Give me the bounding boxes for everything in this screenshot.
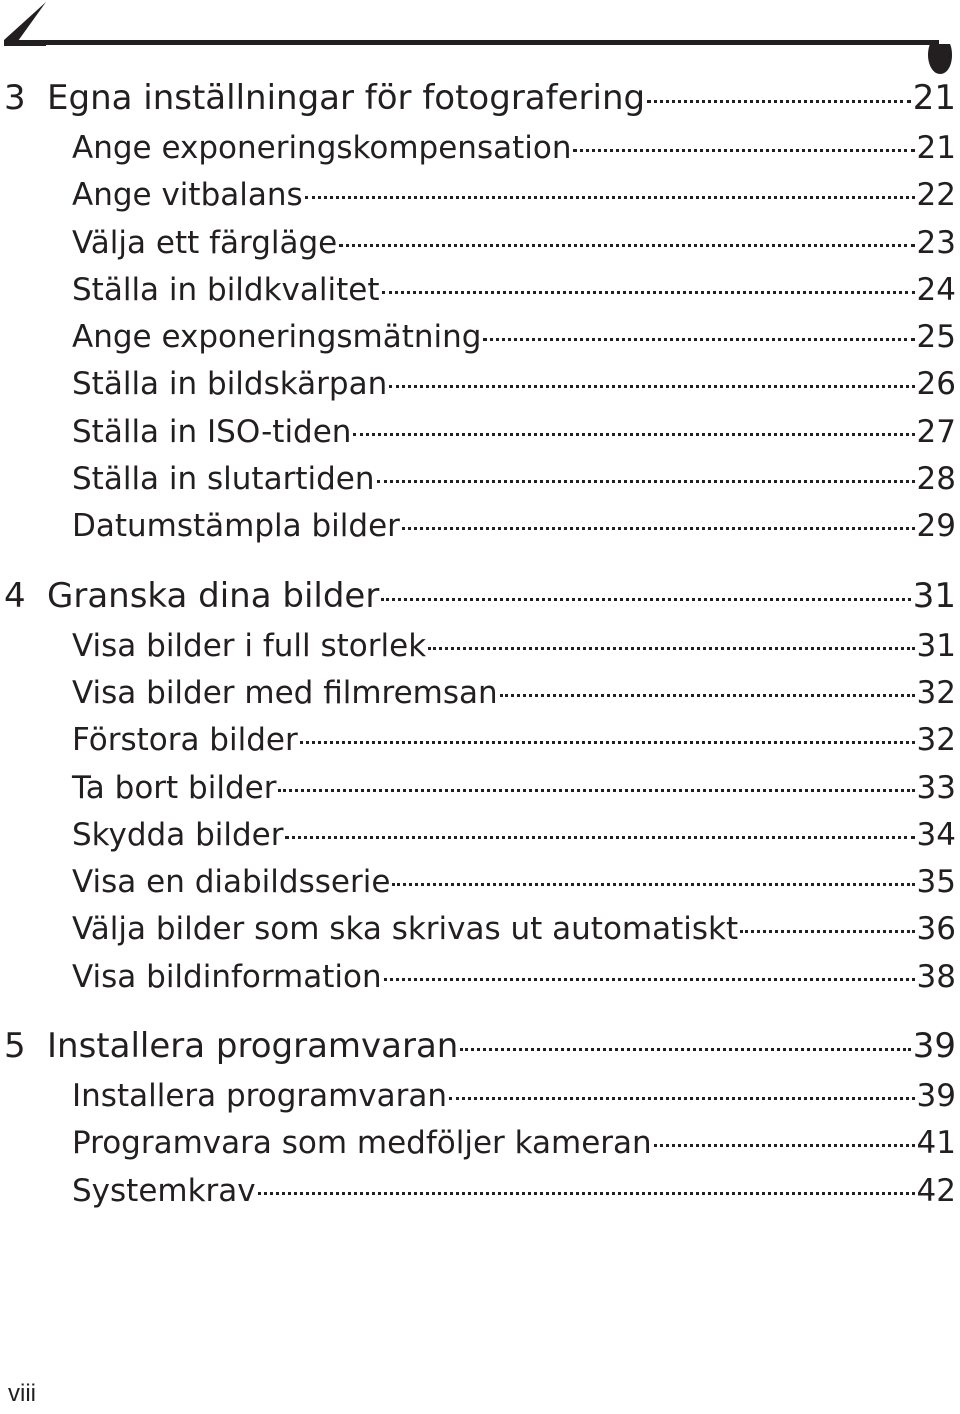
toc-chapter-entry[interactable]	[0, 1026, 960, 1078]
section-title: Visa en diabildsserie	[72, 864, 391, 901]
toc-section-entry[interactable]	[0, 1173, 960, 1220]
section-page-number: 38	[916, 958, 956, 995]
chapter-number: 4	[4, 575, 26, 616]
header-rule	[0, 0, 960, 80]
section-title: Programvara som medföljer kameran	[72, 1125, 652, 1162]
section-title: Ange exponeringsmätning	[72, 319, 482, 356]
toc-section-entry[interactable]	[0, 1125, 960, 1172]
section-title: Ange vitbalans	[72, 177, 303, 214]
dot-leader	[258, 1192, 915, 1195]
dot-leader	[500, 694, 915, 697]
section-title: Skydda bilder	[72, 816, 284, 853]
dot-leader	[647, 100, 911, 103]
chapter-title: Installera programvaran	[47, 1026, 459, 1067]
section-page-number: 25	[916, 319, 956, 356]
section-page-number: 24	[916, 271, 956, 308]
dot-leader	[300, 741, 915, 744]
section-title: Ställa in slutartiden	[72, 461, 375, 498]
section-page-number: 42	[916, 1172, 956, 1209]
toc-section-entry[interactable]	[0, 770, 960, 817]
section-page-number: 32	[916, 674, 956, 711]
toc-section-entry[interactable]	[0, 1078, 960, 1125]
section-title: Ange exponeringskompensation	[72, 130, 572, 166]
dot-leader	[428, 647, 914, 650]
chapter-page-number: 21	[912, 78, 956, 118]
section-title: Installera programvaran	[72, 1078, 448, 1115]
dot-leader	[460, 1048, 910, 1051]
toc-chapter-entry[interactable]	[0, 78, 960, 130]
toc-section-entry[interactable]	[0, 319, 960, 366]
toc-section-entry[interactable]	[0, 628, 960, 675]
toc-section-entry[interactable]	[0, 911, 960, 958]
dot-leader	[402, 527, 915, 530]
chapter-page-number: 31	[912, 575, 956, 616]
dot-leader	[305, 196, 915, 199]
dot-leader	[740, 930, 914, 933]
section-title: Visa bildinformation	[72, 958, 382, 995]
chapter-number: 3	[4, 78, 26, 118]
toc-section-entry[interactable]	[0, 461, 960, 508]
section-page-number: 33	[916, 769, 956, 806]
section-title: Välja bilder som ska skrivas ut automatiskt	[72, 911, 739, 948]
toc-section-entry[interactable]	[0, 272, 960, 319]
section-title: Datumstämpla bilder	[72, 508, 400, 545]
section-page-number: 41	[916, 1125, 956, 1162]
section-page-number: 23	[916, 224, 956, 261]
header-end-drop	[928, 44, 952, 74]
toc-section-entry[interactable]	[0, 225, 960, 272]
toc-section-entry[interactable]	[0, 817, 960, 864]
toc-chapter	[0, 1026, 960, 1220]
page-number: viii	[8, 1380, 36, 1407]
section-title: Systemkrav	[72, 1172, 256, 1209]
dot-leader	[654, 1144, 915, 1147]
toc-chapter-entry[interactable]	[0, 576, 960, 628]
toc-section-entry[interactable]	[0, 366, 960, 413]
chapter-title: Granska dina bilder	[47, 575, 380, 616]
section-page-number: 32	[916, 722, 956, 759]
section-page-number: 22	[916, 177, 956, 214]
section-page-number: 29	[916, 508, 956, 545]
section-page-number: 34	[916, 816, 956, 853]
chapter-number: 5	[4, 1026, 26, 1067]
corner-flourish	[4, 2, 46, 46]
header-line	[4, 40, 939, 45]
dot-leader	[285, 836, 914, 839]
section-page-number: 35	[916, 864, 956, 901]
toc-section-entry[interactable]	[0, 675, 960, 722]
section-title: Välja ett färgläge	[72, 224, 338, 261]
section-page-number: 36	[916, 911, 956, 948]
section-title: Ta bort bilder	[72, 769, 277, 806]
section-page-number: 28	[916, 461, 956, 498]
dot-leader	[353, 433, 914, 436]
dot-leader	[382, 291, 915, 294]
toc-chapter	[0, 576, 960, 1006]
dot-leader	[483, 338, 914, 341]
section-title: Ställa in bildkvalitet	[72, 271, 380, 308]
dot-leader	[377, 480, 915, 483]
toc-section-entry[interactable]	[0, 508, 960, 555]
dot-leader	[389, 385, 914, 388]
chapter-title: Egna inställningar för fotografering	[47, 78, 646, 118]
toc-section-entry[interactable]	[0, 414, 960, 461]
section-title: Ställa in ISO-tiden	[72, 413, 352, 450]
section-title: Visa bilder med filmremsan	[72, 674, 498, 711]
toc-section-entry[interactable]	[0, 722, 960, 769]
section-page-number: 21	[916, 130, 956, 166]
toc-section-entry[interactable]	[0, 959, 960, 1006]
dot-leader	[278, 789, 914, 792]
section-page-number: 31	[916, 627, 956, 664]
dot-leader	[384, 978, 915, 981]
section-page-number: 26	[916, 366, 956, 403]
section-title: Ställa in bildskärpan	[72, 366, 388, 403]
chapter-page-number: 39	[912, 1026, 956, 1067]
toc-section-entry[interactable]	[0, 130, 960, 177]
toc-section-entry[interactable]	[0, 864, 960, 911]
table-of-contents	[0, 78, 960, 1220]
toc-chapter	[0, 78, 960, 556]
section-title: Förstora bilder	[72, 722, 298, 759]
section-page-number: 39	[916, 1078, 956, 1115]
dot-leader	[392, 883, 914, 886]
section-page-number: 27	[916, 413, 956, 450]
dot-leader	[339, 244, 914, 247]
dot-leader	[573, 149, 914, 152]
toc-section-entry[interactable]	[0, 177, 960, 224]
dot-leader	[381, 598, 910, 601]
section-title: Visa bilder i full storlek	[72, 627, 427, 664]
dot-leader	[449, 1097, 915, 1100]
